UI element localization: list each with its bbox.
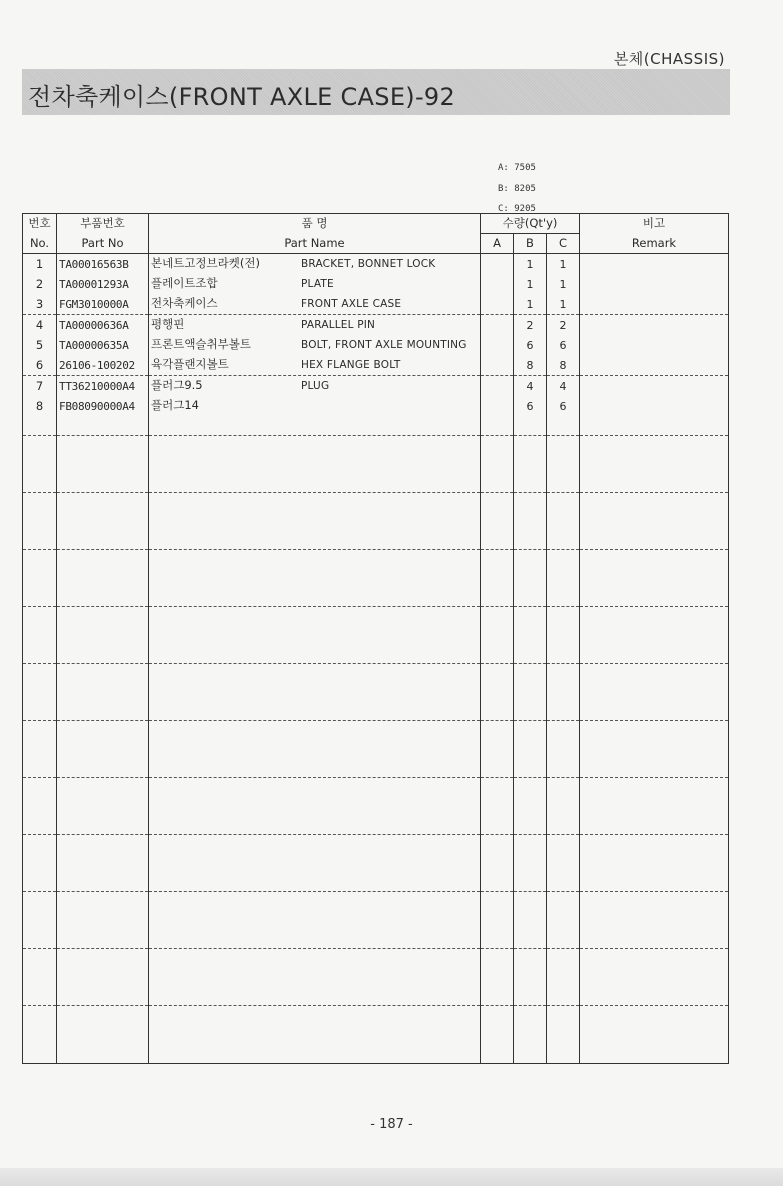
- table-row: [23, 376, 729, 397]
- remark: [580, 335, 729, 355]
- table-row: [23, 335, 729, 355]
- header-remark-kr: 비고: [580, 214, 729, 234]
- qty-b: 1: [514, 294, 547, 315]
- qty-c: 8: [547, 355, 580, 376]
- qty-b: 8: [514, 355, 547, 376]
- header-qty: 수량(Qt'y): [481, 214, 580, 234]
- model-legend-c: C: 9205: [498, 204, 536, 214]
- qty-a: [481, 335, 514, 355]
- header-no-en: No.: [23, 234, 57, 254]
- row-no: 5: [23, 335, 57, 355]
- page-title: 전차축케이스(FRONT AXLE CASE)-92: [28, 83, 456, 111]
- header-name-en: Part Name: [149, 234, 481, 254]
- remark: [580, 254, 729, 275]
- row-no: 1: [23, 254, 57, 275]
- header-name-kr: 품 명: [149, 214, 481, 234]
- qty-a: [481, 274, 514, 294]
- qty-b: 1: [514, 274, 547, 294]
- part-number: TA00016563B: [57, 254, 149, 275]
- title-band: [22, 69, 730, 115]
- model-legend-b: B: 8205: [498, 183, 536, 194]
- table-row-empty: [23, 550, 729, 607]
- remark: [580, 376, 729, 397]
- row-no: 2: [23, 274, 57, 294]
- qty-a: [481, 396, 514, 416]
- remark: [580, 315, 729, 336]
- table-row-empty: [23, 778, 729, 835]
- header-qty-b: B: [514, 234, 547, 254]
- table-row: [23, 396, 729, 416]
- qty-c: 2: [547, 315, 580, 336]
- qty-a: [481, 376, 514, 397]
- table-row-empty: [23, 1006, 729, 1064]
- header-no-kr: 번호: [23, 214, 57, 234]
- part-name-kr: 플레이트조합: [151, 276, 218, 290]
- qty-b: 6: [514, 396, 547, 416]
- qty-a: [481, 254, 514, 275]
- part-name-en: HEX FLANGE BOLT: [301, 359, 401, 371]
- parts-table: [22, 213, 729, 1064]
- model-legend-a: A: 7505: [498, 163, 536, 173]
- table-row: [23, 294, 729, 315]
- table-row-empty: [23, 892, 729, 949]
- qty-b: 2: [514, 315, 547, 336]
- qty-c: 4: [547, 376, 580, 397]
- row-no: 6: [23, 355, 57, 376]
- header-remark-en: Remark: [580, 234, 729, 254]
- row-no: 8: [23, 396, 57, 416]
- part-number: FB08090000A4: [57, 396, 149, 416]
- header-part-no-en: Part No: [57, 234, 149, 254]
- row-no: 3: [23, 294, 57, 315]
- part-name-en: PLUG: [301, 380, 330, 392]
- remark: [580, 396, 729, 416]
- table-row-empty: [23, 436, 729, 493]
- part-number: FGM3010000A: [57, 294, 149, 315]
- qty-a: [481, 294, 514, 315]
- page-number: - 187 -: [370, 1117, 413, 1132]
- part-name-en: PARALLEL PIN: [301, 319, 376, 331]
- remark: [580, 274, 729, 294]
- qty-c: 1: [547, 294, 580, 315]
- qty-b: 4: [514, 376, 547, 397]
- part-name-en: BOLT, FRONT AXLE MOUNTING: [301, 339, 467, 351]
- section-label: 본체(CHASSIS): [613, 50, 725, 68]
- qty-b: 6: [514, 335, 547, 355]
- table-row: [23, 315, 729, 336]
- qty-c: 1: [547, 254, 580, 275]
- header-qty-a: A: [481, 234, 514, 254]
- table-row-empty: [23, 493, 729, 550]
- part-name-kr: 프론트액슬취부볼트: [151, 337, 251, 351]
- part-name-kr: 육각플랜지볼트: [151, 357, 229, 371]
- model-legend: [498, 158, 536, 220]
- part-name-en: BRACKET, BONNET LOCK: [301, 258, 436, 270]
- table-row: [23, 355, 729, 376]
- part-name-en: PLATE: [301, 278, 334, 290]
- table-row-spacer: [23, 416, 729, 436]
- part-name-kr: 플러그14: [151, 398, 199, 412]
- qty-b: 1: [514, 254, 547, 275]
- table-row-empty: [23, 664, 729, 721]
- part-name-kr: 플러그9.5: [151, 378, 203, 392]
- part-number: 26106-100202: [57, 355, 149, 376]
- table-row-empty: [23, 835, 729, 892]
- table-row-empty: [23, 607, 729, 664]
- qty-a: [481, 315, 514, 336]
- part-name-kr: 평행핀: [151, 317, 185, 331]
- table-row: [23, 254, 729, 275]
- qty-c: 6: [547, 335, 580, 355]
- qty-a: [481, 355, 514, 376]
- remark: [580, 294, 729, 315]
- header-qty-c: C: [547, 234, 580, 254]
- scan-edge: [0, 1168, 783, 1186]
- table-row: [23, 274, 729, 294]
- part-name-kr: 본네트고정브라켓(전): [151, 256, 260, 270]
- remark: [580, 355, 729, 376]
- qty-c: 6: [547, 396, 580, 416]
- part-name-en: FRONT AXLE CASE: [301, 298, 402, 310]
- part-number: TA00000636A: [57, 315, 149, 336]
- part-number: TA00001293A: [57, 274, 149, 294]
- header-part-no-kr: 부품번호: [57, 214, 149, 234]
- part-name-kr: 전차축케이스: [151, 296, 218, 310]
- part-number: TT36210000A4: [57, 376, 149, 397]
- row-no: 4: [23, 315, 57, 336]
- row-no: 7: [23, 376, 57, 397]
- part-number: TA00000635A: [57, 335, 149, 355]
- table-row-empty: [23, 949, 729, 1006]
- qty-c: 1: [547, 274, 580, 294]
- table-row-empty: [23, 721, 729, 778]
